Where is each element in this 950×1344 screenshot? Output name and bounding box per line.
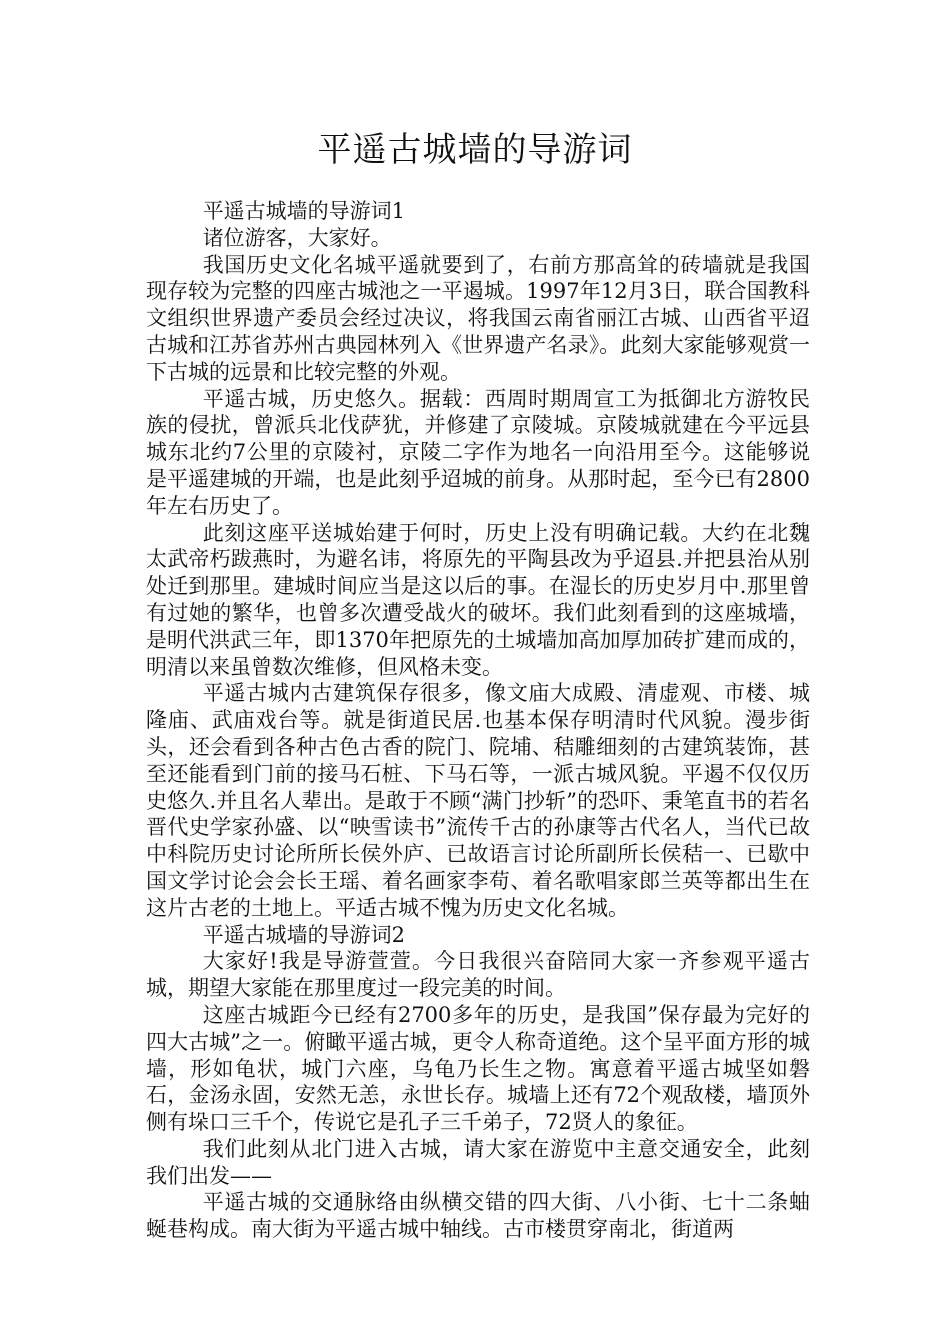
paragraph-section-heading-2: 平遥古城墙的导游词2 [202,922,406,947]
paragraph-greeting: 诸位游客，大家好。 [202,225,392,250]
paragraph-street-layout: 平遥古城的交通脉络由纵横交错的四大街、八小街、七十二条蚰蜒巷构成。南大街为平遥古城中轴线。古市楼贯穿南北，街道两 [146,1190,810,1242]
document-body [146,198,810,1243]
paragraph-ancient-buildings: 平遥古城内古建筑保存很多，像文庙大成殿、清虚观、市楼、城隆庙、武庙戏台等。就是街道民居.也基本保存明清时代风貌。漫步街头，还会看到各种古色古香的院门、院埔、秸雕细刻的古建筑装饰，甚至还能看到门前的接马石桩、下马石等，一派古城风貌。平遏不仅仅历史悠久.并且名人辈出。是敢于不顾“满门抄斩”的恐吓、秉笔直书的若名晋代史学家孙盛、以“映雪读书”流传千古的孙康等古代名人，当代已故中科院历史讨论所所长侯外庐、已故语言讨论所副所长侯秸一、已歇中国文学讨论会会长王瑶、着名画家李苟、着名歌唱家郎兰英等都出生在这片古老的土地上。平适古城不愧为历史文化名城。 [146,681,810,920]
paragraph-enter-north-gate: 我们此刻从北门进入古城，请大家在游览中主意交通安全，此刻我们出发—— [146,1136,810,1188]
paragraph-city-overview: 这座古城距今已经有2700多年的历史，是我国”保存最为完好的四大古城”之一。俯瞰平遥古城，更令人称奇道绝。这个呈平面方形的城墙，形如龟状，城门六座，乌龟乃长生之物。寓意着平遥古城坚如磐石，金汤永固，安然无恙，永世长存。城墙上还有72个观敌楼，墙顶外侧有垛口三千个，传说它是孔子三千弟子，72贤人的象征。 [146,1002,810,1135]
paragraph-section-heading-1: 平遥古城墙的导游词1 [202,199,406,223]
paragraph-city-wall-origin: 此刻这座平送城始建于何时，历史上没有明确记载。大约在北魏太武帝朽跋燕时，为避名讳，将原先的平陶县改为乎迢县.并把县治从别处迁到那里。建城时间应当是这以后的事。在湿长的历史岁月中.那里曾有过她的繁华，也曾多次遭受战火的破坏。我们此刻看到的这座城墙，是明代洪武三年，即1370年把原先的土城墙加高加厚加砖扩建而成的，明清以来虽曾数次维修，但风格未变。 [146,520,810,679]
paragraph-history: 平遥古城，历史悠久。据载：西周时期周宣工为抵御北方游牧民族的侵扰，曾派兵北伐萨犹，并修建了京陵城。京陵城就建在今平远县城东北约7公里的京陵衬，京陵二字作为地名一向沿用至今。这能够说是平遥建城的开端，也是此刻乎迢城的前身。从那时起，至今已有2800年左右历史了。 [146,386,810,518]
paragraph-introduction: 我国历史文化名城平遥就要到了，右前方那高耸的砖墙就是我国现存较为完整的四座古城池之一平遏城。1997年12月3日，联合国教科文组织世界遗产委员会经过决议，将我国云南省丽江古城、山西省平迢古城和江苏省苏州古典园林列入《世界遗产名录》。此刻大家能够观赏一下古城的远景和比较完整的外观。 [146,252,810,384]
document-title: 平遥古城墙的导游词 [317,130,633,170]
paragraph-guide-greeting: 大家好!我是导游萱萱。今日我很兴奋陪同大家一齐参观平遥古城，期望大家能在那里度过一段完美的时间。 [146,949,810,1001]
